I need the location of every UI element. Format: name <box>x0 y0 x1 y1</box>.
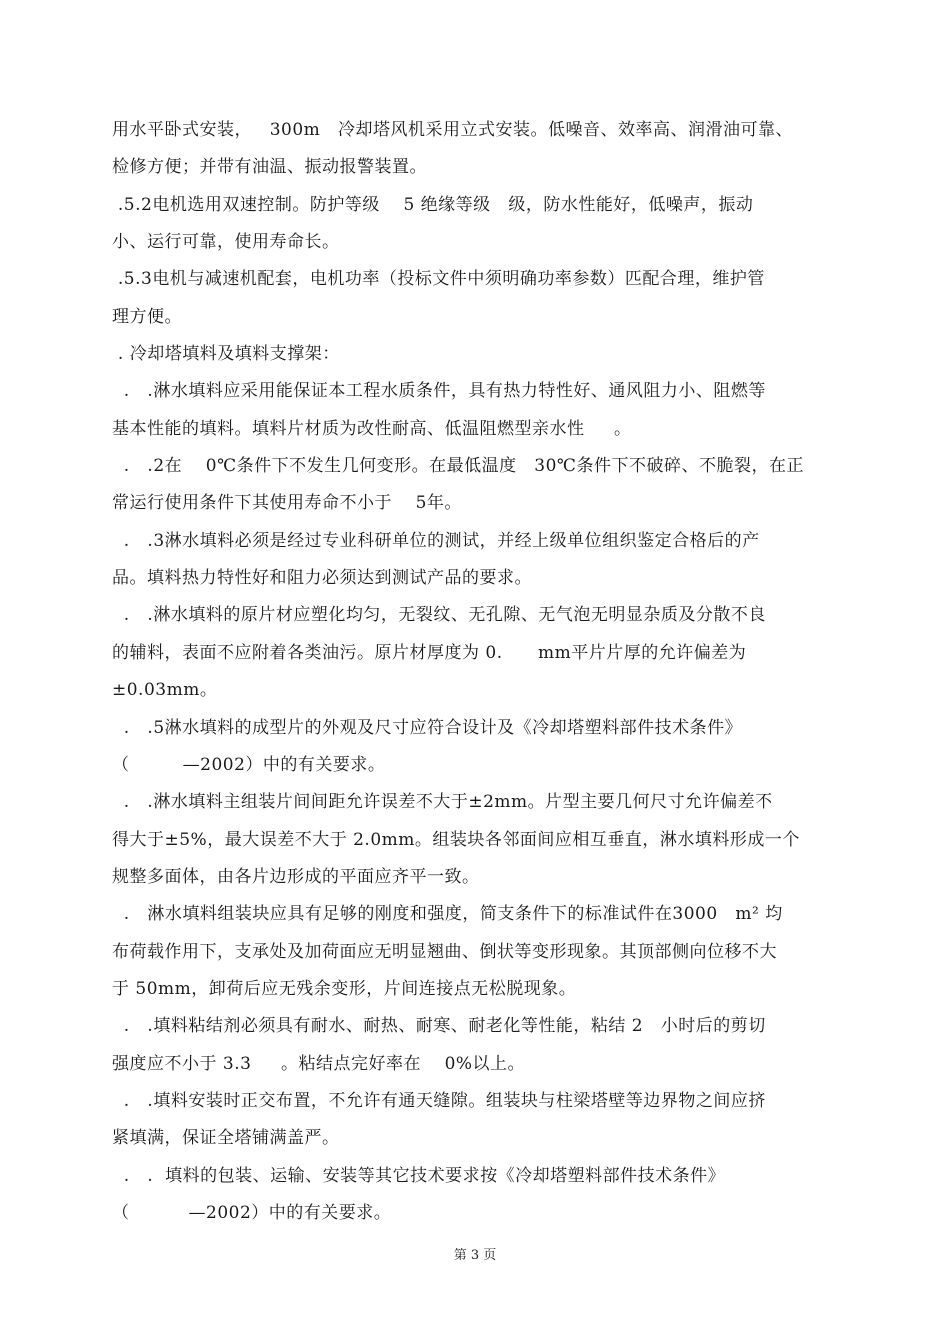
text-line: 布荷载作用下，支承处及加荷面应无明显翘曲、倒状等变形现象。其顶部侧向位移不大 <box>112 941 777 962</box>
text-line: . .淋水填料的原片材应塑化均匀，无裂纹、无孔隙、无气泡无明显杂质及分散不良 <box>112 605 766 626</box>
text-line: . .5淋水填料的成型片的外观及尺寸应符合设计及《冷却塔塑料部件技术条件》 <box>112 717 743 738</box>
text-line: 检修方便；并带有油温、振动报警装置。 <box>112 157 427 178</box>
text-line: . .3淋水填料必须是经过专业科研单位的测试，并经上级单位组织鉴定合格后的产 <box>112 530 760 551</box>
text-line: 基本性能的填料。填料片材质为改性耐高、低温阻燃型亲水性 。 <box>112 418 632 439</box>
text-line: （ —2002）中的有关要求。 <box>112 754 386 775</box>
text-line: （ —2002）中的有关要求。 <box>112 1202 392 1223</box>
text-line: 得大于±5%，最大误差不大于 2.0mm。组装块各邻面间应相互垂直，淋水填料形成一个 <box>112 829 800 850</box>
document-body <box>112 112 838 1232</box>
text-line: 于 50mm，卸荷后应无残余变形，片间连接点无松脱现象。 <box>112 978 577 999</box>
text-line: .5.2电机选用双速控制。防护等级 5 绝缘等级 级，防水性能好，低噪声，振动 <box>112 194 754 215</box>
text-line: 用水平卧式安装， 300m 冷却塔风机采用立式安装。低噪音、效率高、润滑油可靠、 <box>112 120 793 140</box>
page-number: 第 3 页 <box>453 1248 497 1263</box>
text-line: . 淋水填料组装块应具有足够的刚度和强度，简支条件下的标准试件在3000 m² 均 <box>112 904 783 925</box>
text-line: 紧填满，保证全塔铺满盖严。 <box>112 1128 340 1149</box>
text-line: . .淋水填料应采用能保证本工程水质条件，具有热力特性好、通风阻力小、阻燃等 <box>112 381 766 402</box>
text-line: 的辅料，表面不应附着各类油污。原片材厚度为 0. mm平片片厚的允许偏差为 <box>112 642 747 663</box>
text-line: . .淋水填料主组装片间间距允许误差不大于±2mm。片型主要几何尺寸允许偏差不 <box>112 792 773 813</box>
text-line: 小、运行可靠，使用寿命长。 <box>112 232 340 253</box>
text-line: .5.3电机与减速机配套，电机功率（投标文件中须明确功率参数）匹配合理，维护管 <box>112 269 765 290</box>
text-line: 规整多面体，由各片边形成的平面应齐平一致。 <box>112 866 480 887</box>
text-line: . .填料粘结剂必须具有耐水、耐热、耐寒、耐老化等性能，粘结 2 小时后的剪切 <box>112 1016 766 1037</box>
section-heading: . 冷却塔填料及填料支撑架： <box>112 344 340 365</box>
text-line: . . 填料的包装、运输、安装等其它技术要求按《冷却塔塑料部件技术条件》 <box>112 1165 726 1186</box>
text-line: 理方便。 <box>112 306 182 327</box>
text-line: 品。填料热力特性好和阻力必须达到测试产品的要求。 <box>112 568 532 589</box>
text-line: 常运行使用条件下其使用寿命不小于 5年。 <box>112 493 462 514</box>
text-line: . .填料安装时正交布置，不允许有通天缝隙。组装块与柱梁塔壁等边界物之间应挤 <box>112 1090 766 1111</box>
text-line: 强度应不小于 3.3 。粘结点完好率在 0%以上。 <box>112 1053 526 1074</box>
text-line: . .2在 0℃条件下不发生几何变形。在最低温度 30℃条件下不破碎、不脆裂，在正 <box>112 456 804 477</box>
text-line: ±0.03mm。 <box>112 680 218 701</box>
